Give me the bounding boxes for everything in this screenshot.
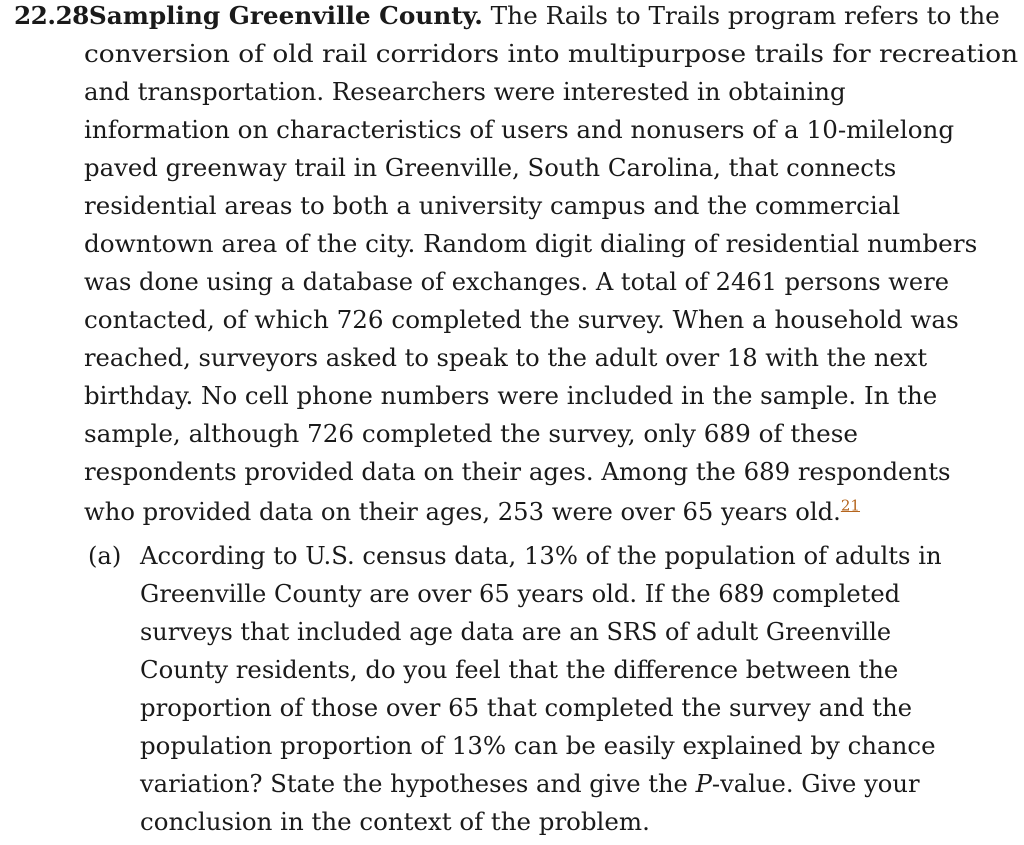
- body-line-last: who provided data on their ages, 253 were over 65 years old.$^{21}$: [84, 496, 861, 526]
- exercise-number: 22.28: [14, 1, 89, 30]
- body-line: reached, surveyors asked to speak to the adult over 18 with the next: [84, 344, 928, 372]
- body-line: birthday. No cell phone numbers were included in the sample. In the: [84, 382, 938, 410]
- body-line: paved greenway trail in Greenville, South Carolina, that connects: [84, 154, 897, 182]
- part-a-label: (a): [88, 542, 122, 570]
- body-line: The Rails to Trails program refers to the: [490, 2, 1000, 30]
- part-a-line: proportion of those over 65 that completed the survey and the: [140, 694, 913, 722]
- part-a-line: variation? State the hypotheses and give the P-value. Give your: [140, 770, 920, 798]
- part-a-line: surveys that included age data are an SRS of adult Greenville: [140, 618, 892, 646]
- part-a-line: conclusion in the context of the problem.: [140, 808, 650, 836]
- body-line: sample, although 726 completed the survey, only 689 of these: [84, 420, 858, 448]
- body-line: contacted, of which 726 completed the survey. When a household was: [84, 306, 959, 334]
- body-line: information on characteristics of users and nonusers of a 10-milelong: [84, 116, 955, 144]
- body-line: and transportation. Researchers were interested in obtaining: [84, 78, 846, 106]
- body-line: respondents provided data on their ages. Among the 689 respondents: [84, 458, 951, 486]
- body-line: conversion of old rail corridors into multipurpose trails for recreation: [84, 40, 1019, 68]
- body-line: was done using a database of exchanges. A total of 2461 persons were: [84, 268, 949, 296]
- part-a-line: County residents, do you feel that the difference between the: [140, 656, 899, 684]
- part-a-line: Greenville County are over 65 years old. If the 689 completed: [140, 580, 901, 608]
- p-value-variable: P: [695, 770, 712, 798]
- part-a-line: population proportion of 13% can be easily explained by chance: [140, 732, 936, 760]
- body-line: residential areas to both a university campus and the commercial: [84, 192, 901, 220]
- exercise-title: Sampling Greenville County.: [88, 1, 483, 30]
- exercise-header-line: [14, 0, 1000, 35]
- footnote-link-21[interactable]: 21: [840, 496, 861, 515]
- part-a-line: According to U.S. census data, 13% of the population of adults in: [140, 542, 942, 570]
- body-line: downtown area of the city. Random digit dialing of residential numbers: [84, 230, 978, 258]
